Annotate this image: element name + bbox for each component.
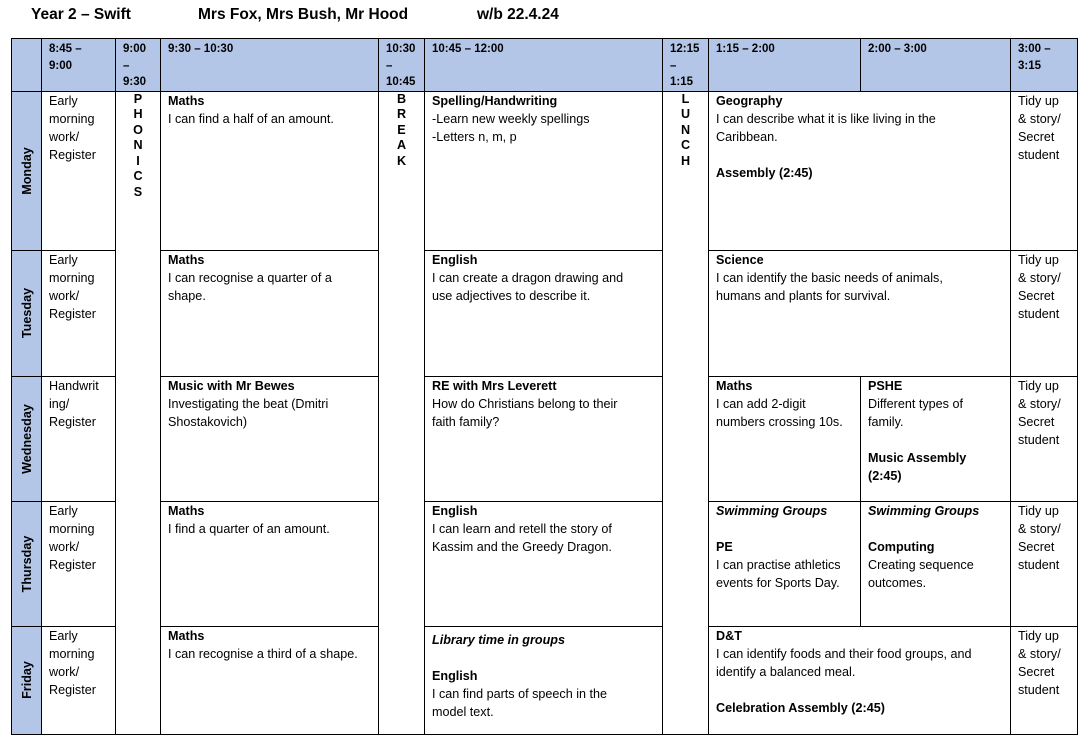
timetable-title-bar — [0, 6, 1089, 30]
header-time-0115: 1:15 – 2:00 — [709, 39, 861, 92]
lesson-cell-morning1: Music with Mr Bewes Investigating the beat (Dmitri Shostakovich) — [161, 376, 379, 501]
lesson-cell-morning1: Maths I can recognise a third of a shape. — [161, 626, 379, 734]
day-row-thursday — [12, 501, 1078, 626]
lesson-cell-afternoon: Geography I can describe what it is like living in the Caribbean. Assembly (2:45) — [709, 91, 1011, 250]
lesson-cell-morning1: Maths I can recognise a quarter of a shape. — [161, 250, 379, 376]
lesson-cell-morning2: Spelling/Handwriting -Learn new weekly spellings -Letters n, m, p — [425, 91, 663, 250]
teacher-names: Mrs Fox, Mrs Bush, Mr Hood — [198, 6, 409, 23]
header-time-0200: 2:00 – 3:00 — [861, 39, 1011, 92]
lesson-cell-afternoon2: Swimming Groups Computing Creating sequence outcomes. — [861, 501, 1011, 626]
day-label-cell — [12, 376, 42, 501]
header-time-1030: 10:30 – 10:45 — [379, 39, 425, 92]
header-time-0900: 9:00 – 9:30 — [116, 39, 161, 92]
library-time-note: Library time in groups — [432, 632, 565, 647]
header-time-1215: 12:15 – 1:15 — [663, 39, 709, 92]
lesson-cell-morning2: English I can create a dragon drawing and use adjectives to describe it. — [425, 250, 663, 376]
swimming-groups-note: Swimming Groups — [868, 503, 980, 518]
day-label: Friday — [19, 661, 34, 699]
end-of-day-cell: Tidy up & story/ Secret student — [1011, 501, 1078, 626]
class-name: Year 2 – Swift — [31, 6, 131, 23]
day-row-tuesday — [12, 250, 1078, 376]
header-corner — [12, 39, 42, 92]
lesson-cell-morning2: RE with Mrs Leverett How do Christians belong to their faith family? — [425, 376, 663, 501]
lunch-block — [663, 91, 709, 734]
header-time-0930: 9:30 – 10:30 — [161, 39, 379, 92]
lesson-cell-morning1: Maths I find a quarter of an amount. — [161, 501, 379, 626]
end-of-day-cell: Tidy up & story/ Secret student — [1011, 250, 1078, 376]
day-label-cell — [12, 91, 42, 250]
lesson-cell-afternoon2: PSHE Different types of family. Music Assembly (2:45) — [861, 376, 1011, 501]
day-label: Thursday — [19, 535, 34, 592]
end-of-day-cell: Tidy up & story/ Secret student — [1011, 376, 1078, 501]
end-of-day-cell: Tidy up & story/ Secret student — [1011, 91, 1078, 250]
break-block — [379, 91, 425, 734]
day-row-wednesday — [12, 376, 1078, 501]
end-of-day-cell: Tidy up & story/ Secret student — [1011, 626, 1078, 734]
phonics-block — [116, 91, 161, 734]
header-time-1045: 10:45 – 12:00 — [425, 39, 663, 92]
assembly-note: Celebration Assembly (2:45) — [716, 700, 885, 715]
swimming-groups-note: Swimming Groups — [716, 503, 828, 518]
day-label-cell — [12, 626, 42, 734]
week-beginning: w/b 22.4.24 — [477, 6, 559, 23]
header-time-0845: 8:45 – 9:00 — [42, 39, 116, 92]
early-work-cell: Early morning work/ Register — [42, 626, 116, 734]
early-work-cell: Early morning work/ Register — [42, 250, 116, 376]
early-work-cell: Early morning work/ Register — [42, 501, 116, 626]
time-header-row — [12, 39, 1078, 92]
lesson-cell-afternoon: D&T I can identify foods and their food groups, and identify a balanced meal. Celebration Assembly (2:45) — [709, 626, 1011, 734]
phonics-label: P H O N I C S — [133, 91, 143, 199]
lesson-cell-afternoon1: Maths I can add 2-digit numbers crossing 10s. — [709, 376, 861, 501]
day-row-monday — [12, 91, 1078, 250]
weekly-timetable — [11, 38, 1078, 735]
day-label: Monday — [19, 146, 34, 195]
day-label-cell — [12, 501, 42, 626]
assembly-note: Assembly (2:45) — [716, 165, 813, 180]
lesson-cell-morning2: English I can learn and retell the story of Kassim and the Greedy Dragon. — [425, 501, 663, 626]
lesson-cell-morning1: Maths I can find a half of an amount. — [161, 91, 379, 250]
header-time-0300: 3:00 – 3:15 — [1011, 39, 1078, 92]
day-label: Wednesday — [19, 403, 34, 474]
early-work-cell: Handwrit ing/ Register — [42, 376, 116, 501]
day-label: Tuesday — [19, 287, 34, 339]
day-label-cell — [12, 250, 42, 376]
lunch-label: L U N C H — [680, 91, 691, 168]
break-label: B R E A K — [396, 91, 407, 168]
early-work-cell: Early morning work/ Register — [42, 91, 116, 250]
lesson-cell-morning2: Library time in groups English I can find parts of speech in the model text. — [425, 626, 663, 734]
day-row-friday — [12, 626, 1078, 734]
assembly-note: Music Assembly (2:45) — [868, 450, 967, 483]
lesson-cell-afternoon1: Swimming Groups PE I can practise athletics events for Sports Day. — [709, 501, 861, 626]
lesson-cell-afternoon: Science I can identify the basic needs of animals, humans and plants for survival. — [709, 250, 1011, 376]
